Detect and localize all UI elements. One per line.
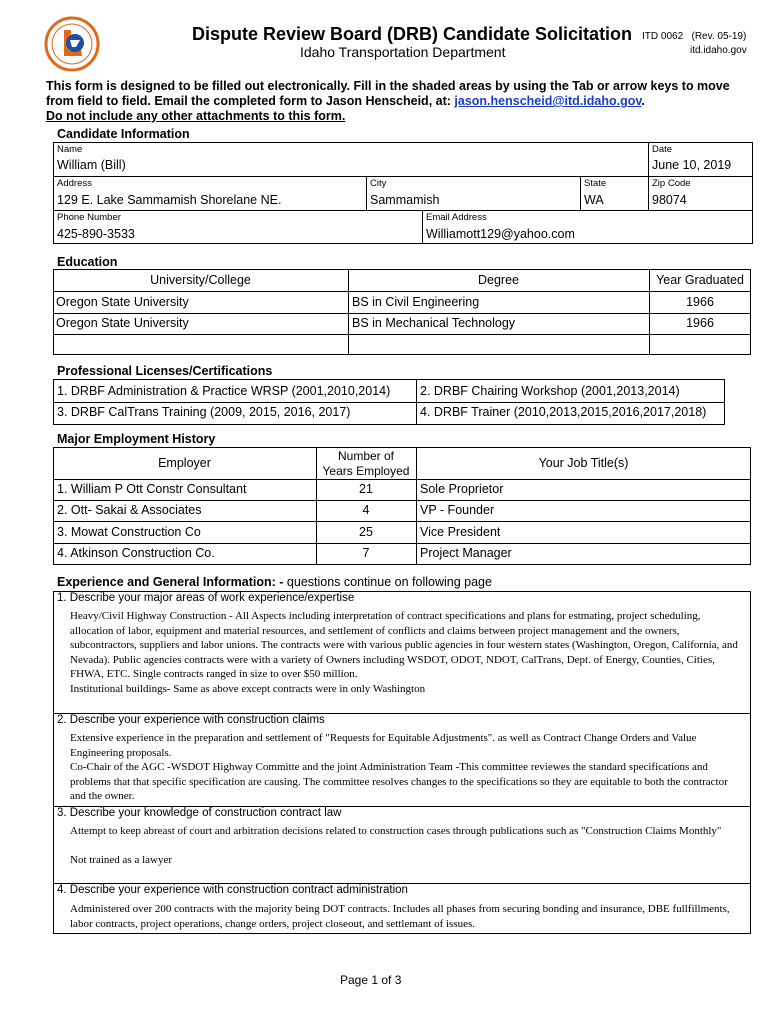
address-label: Address [57,178,92,189]
answer-4[interactable]: Administered over 200 contracts with the majority being DOT contracts. Includes all phases from securing bonding and insurance, DBE fullfillments, labor contracts, project operations, change orders, project closeout, and settlemant of issues. [70,903,730,930]
city-label: City [370,178,387,189]
attachment-notice: Do not include any other attachments to this form. [46,109,346,123]
question-4: 4. Describe your experience with construction contract administration [57,884,408,896]
education-degree-1[interactable]: BS in Civil Engineering [352,295,480,309]
employer-4[interactable]: 4. Atkinson Construction Co. [57,546,215,560]
job-title-3[interactable]: Vice President [420,525,501,539]
department-name: Idaho Transportation Department [300,44,506,60]
education-header-year: Year Graduated [656,273,744,287]
job-title-1[interactable]: Sole Proprietor [420,482,504,496]
employer-2[interactable]: 2. Ott- Sakai & Associates [57,503,202,517]
question-2: 2. Describe your experience with construction claims [57,714,325,726]
education-degree-2[interactable]: BS in Mechanical Technology [352,316,516,330]
years-employed-4[interactable]: 7 [362,546,370,560]
employer-1[interactable]: 1. William P Ott Constr Consultant [57,482,247,496]
license-item-2[interactable]: 2. DRBF Chairing Workshop (2001,2013,2014) [420,384,680,398]
instructions: This form is designed to be filled out electronically. Fill in the shaded areas by using the Tab or arrow keys to move from field to field. Email the completed form to Jason Henscheid, at: jason.henscheid@itd.idaho.gov. Do not include any other attachments to this form. [46,79,730,123]
name-field[interactable]: William (Bill) [57,158,126,172]
answer-3[interactable]: Attempt to keep abreast of court and arbitration decisions related to construction cases through publications such as "Construction Claims Monthly" Not trained as a lawyer [70,825,722,867]
employment-section-title: Major Employment History [57,432,216,446]
state-label: State [584,178,607,189]
license-item-3[interactable]: 3. DRBF CalTrans Training (2009, 2015, 2016, 2017) [57,405,351,419]
name-label: Name [57,144,83,155]
idaho-transportation-logo-icon [44,16,100,72]
page-number: Page 1 of 3 [340,973,402,987]
question-3: 3. Describe your knowledge of construction contract law [57,807,342,819]
website: itd.idaho.gov [690,45,747,56]
question-1: 1. Describe your major areas of work experience/expertise [57,592,355,604]
date-field[interactable]: June 10, 2019 [652,158,732,172]
education-header-university: University/College [150,273,251,287]
employment-header-title: Your Job Title(s) [538,456,629,470]
education-university-2[interactable]: Oregon State University [56,316,189,330]
job-title-2[interactable]: VP - Founder [420,503,495,517]
license-item-4[interactable]: 4. DRBF Trainer (2010,2013,2015,2016,2017,2018) [420,405,707,419]
employment-header-years-line2: Years Employed [322,464,410,478]
form-title: Dispute Review Board (DRB) Candidate Solicitation [192,24,633,44]
education-year-2[interactable]: 1966 [686,316,714,330]
experience-section-note: questions continue on following page [283,575,492,589]
phone-label: Phone Number [57,212,121,223]
city-field[interactable]: Sammamish [370,193,440,207]
date-label: Date [652,144,673,155]
experience-section-title: Experience and General Information: - questions continue on following page [57,575,492,589]
job-title-4[interactable]: Project Manager [420,546,512,560]
candidate-section-title: Candidate Information [57,127,190,141]
education-header-degree: Degree [478,273,519,287]
phone-field[interactable]: 425-890-3533 [57,227,135,241]
education-year-1[interactable]: 1966 [686,295,714,309]
education-university-1[interactable]: Oregon State University [56,295,189,309]
years-employed-1[interactable]: 21 [359,482,373,496]
employer-3[interactable]: 3. Mowat Construction Co [57,525,201,539]
employment-header-employer: Employer [158,456,211,470]
answer-1[interactable]: Heavy/Civil Highway Construction - All Aspects including interpretation of contract specifications and plans for estmating, project scheduling, allocation of labor, equipment and material resources, and settlement of conflicts and claims between project management and the owners, subcontractors, suppliers and labor unions. The contracts were with various public agencies in four western states (Washington, Oregon, California, and Nevada). Public agencies contracts were with a variety of Owners including WSDOT, ODOT, NDOT, CalTrans, Dept. of Energy, Counties, Cities, FHWA, ETC. Single contracts ranged in size to over $50 million. Institutional buildings- Same as above except contracts were in only Washington [70,610,738,695]
email-field[interactable]: Williamott129@yahoo.com [426,227,575,241]
address-field[interactable]: 129 E. Lake Sammamish Shorelane NE. [57,193,282,207]
years-employed-2[interactable]: 4 [362,503,370,517]
licenses-section-title: Professional Licenses/Certifications [57,364,273,378]
answer-2[interactable]: Extensive experience in the preparation and settlement of "Requests for Equitable Adjustments". as well as Contract Change Orders and Value Engineering proposals. Co-Chair of the AGC -WSDOT Highway Committe and the joint Administration Team -This committee reviewes the standard specifications and problems that that specific specification are causing. The committee resolves changes to the specifications so they are equitable to both the contractor and the owner. [70,732,728,803]
years-employed-3[interactable]: 25 [359,525,373,539]
zip-field[interactable]: 98074 [652,193,687,207]
zip-label: Zip Code [652,178,691,189]
form-number: ITD 0062 (Rev. 05-19) [642,31,747,42]
license-item-1[interactable]: 1. DRBF Administration & Practice WRSP (2001,2010,2014) [57,384,391,398]
state-field[interactable]: WA [584,193,604,207]
email-label: Email Address [426,212,487,223]
contact-email-link[interactable]: jason.henscheid@itd.idaho.gov [454,94,642,108]
employment-header-years-line1: Number of [337,449,395,463]
education-section-title: Education [57,255,118,269]
